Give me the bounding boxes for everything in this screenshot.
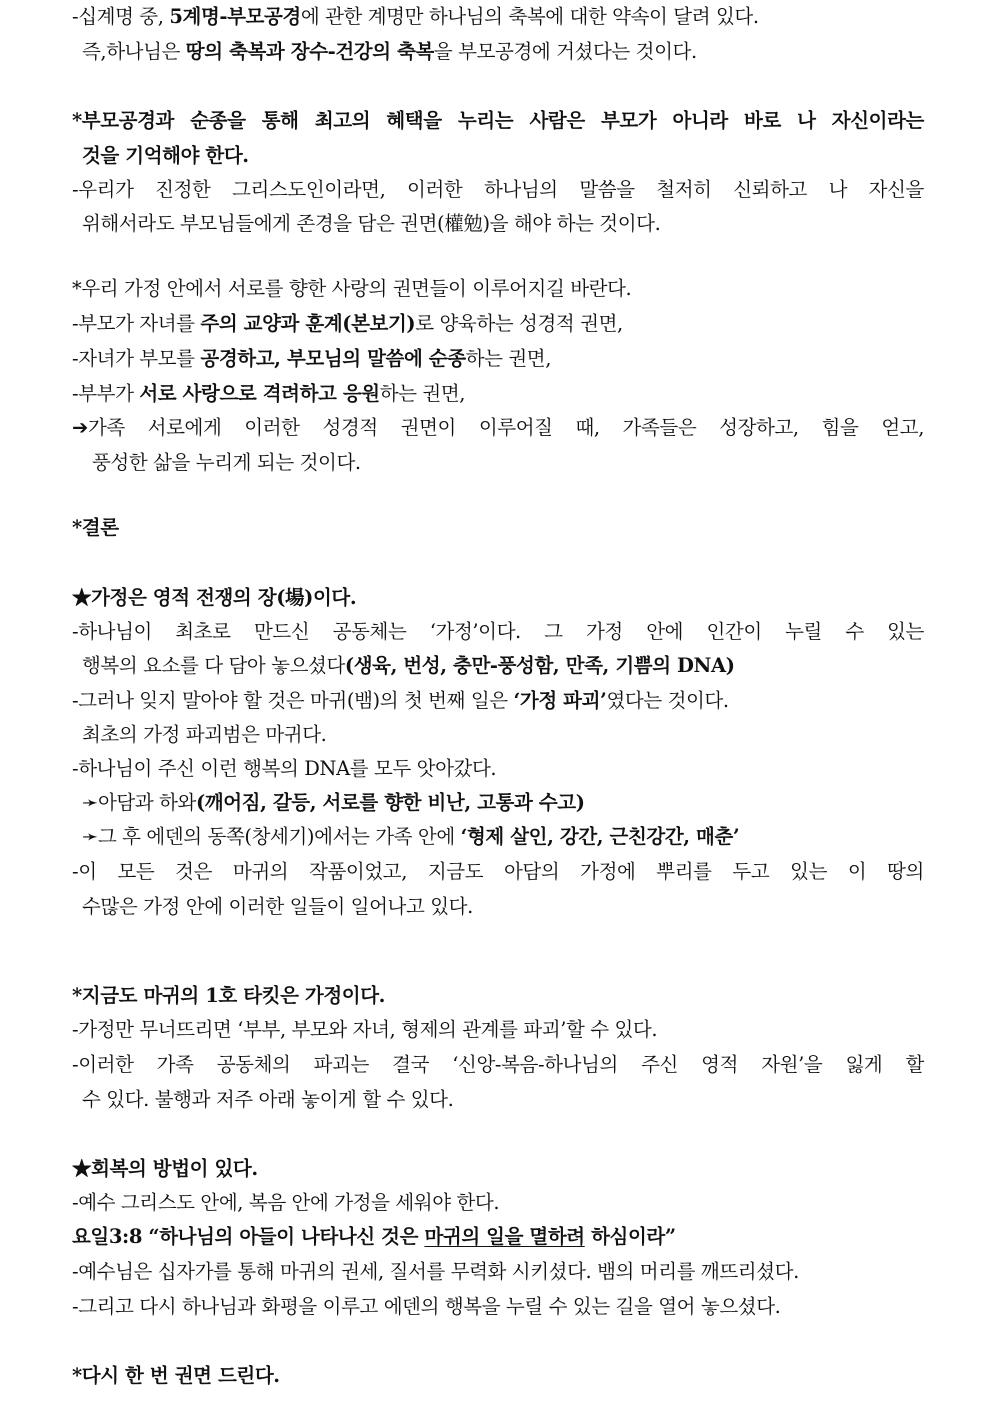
text-line [72,615,924,649]
text-line [72,786,924,820]
text-line [72,1255,924,1289]
text-line [72,649,924,683]
text-span: 위해서라도 부모님들에게 존경을 담은 권면(權勉)을 해야 하는 것이다. [82,212,661,235]
text-span: 였다는 것이다. [606,689,729,712]
text-span: ‘형제 살인, 강간, 근친강간, 매춘’ [460,825,740,848]
text-line [72,104,924,138]
text-line [72,1359,924,1393]
text-span: ‘가정 파괴’ [513,689,607,712]
text-line [72,820,924,854]
text-line [72,411,924,445]
text-span: -그러나 잊지 말아야 할 것은 마귀(뱀)의 첫 번째 일은 [72,689,514,712]
text-line [72,890,924,924]
text-span: (깨어짐, 갈등, 서로를 향한 비난, 고통과 수고) [195,791,585,814]
text-span: 서로 사랑으로 격려하고 응원 [139,382,380,405]
text-line [72,979,924,1013]
text-line [72,855,924,889]
text-line [72,684,924,718]
text-span: 땅의 축복과 장수-건강의 축복 [185,40,434,63]
text-span: 수많은 가정 안에 이러한 일들이 일어나고 있다. [82,895,473,918]
text-line [72,752,924,786]
text-span: *지금도 마귀의 1호 타킷은 가정이다. [72,984,386,1007]
text-line [72,581,924,615]
text-span: 공경하고, 부모님의 말씀에 순종 [200,347,466,370]
text-line [72,1220,924,1254]
text-span: -예수 그리스도 안에, 복음 안에 가정을 세워야 한다. [72,1191,500,1214]
text-line [72,207,924,241]
text-span: -우리가 진정한 그리스도인이라면, 이러한 하나님의 말씀을 철저히 신뢰하고 나 자신을 [72,178,924,201]
text-line [72,272,924,306]
text-line [72,1013,924,1047]
text-line [72,1186,924,1220]
text-span: 하심이라” [584,1225,676,1248]
text-span: -그리고 다시 하나님과 화평을 이루고 에덴의 행복을 누릴 수 있는 길을 열어 놓으셨다. [72,1295,781,1318]
text-span: -자녀가 부모를 [72,347,201,370]
text-span: 5계명-부모공경 [169,5,301,28]
text-span: ➛아담과 하와 [82,791,196,814]
text-span: -하나님이 주신 이런 행복의 DNA를 모두 앗아갔다. [72,757,497,780]
text-span: (생육, 번성, 충만-풍성함, 만족, 기쁨의 DNA) [344,654,735,677]
text-span: 요일3:8 “하나님의 아들이 나타나신 것은 [72,1225,425,1248]
text-line [72,1290,924,1324]
text-span: 최초의 가정 파괴범은 마귀다. [82,723,327,746]
text-line [72,1152,924,1186]
text-line [72,1048,924,1082]
text-span: -부부가 [72,382,140,405]
text-span: 행복의 요소를 다 담아 놓으셨다 [82,654,345,677]
text-span: 즉,하나님은 [82,40,186,63]
text-line [72,718,924,752]
text-span: 주의 교양과 훈계(본보기) [200,312,416,335]
text-span: 수 있다. 불행과 저주 아래 놓이게 할 수 있다. [82,1088,454,1111]
text-line [72,446,924,480]
text-line [72,139,924,173]
text-line [72,377,924,411]
text-span: -하나님이 최초로 만드신 공동체는 ‘가정’이다. 그 가정 안에 인간이 누릴 수 있는 [72,620,924,643]
text-span: -가정만 무너뜨리면 ‘부부, 부모와 자녀, 형제의 관계를 파괴’할 수 있다. [72,1018,658,1041]
text-line [72,342,924,376]
text-span: -부모가 자녀를 [72,312,201,335]
text-span: ➔가족 서로에게 이러한 성경적 권면이 이루어질 때, 가족들은 성장하고, 힘을 얻고, [72,416,924,439]
text-span: 하는 권면, [465,347,552,370]
text-line [72,0,924,34]
text-span: -십계명 중, [72,5,170,28]
text-span: *다시 한 번 권면 드린다. [72,1364,280,1387]
text-span: 것을 기억해야 한다. [82,144,249,167]
text-span: *결론 [72,516,119,539]
text-span: 을 부모공경에 거셨다는 것이다. [433,40,697,63]
text-span: -예수님은 십자가를 통해 마귀의 권세, 질서를 무력화 시키셨다. 뱀의 머리를 깨뜨리셨다. [72,1260,799,1283]
text-span: *우리 가정 안에서 서로를 향한 사랑의 권면들이 이루어지길 바란다. [72,277,632,300]
text-span: 마귀의 일을 멸하려 [424,1225,585,1248]
text-line [72,173,924,207]
text-span: 에 관한 계명만 하나님의 축복에 대한 약속이 달려 있다. [300,5,759,28]
text-line [72,35,924,69]
text-line [72,511,924,545]
text-span: 풍성한 삶을 누리게 되는 것이다. [92,451,361,474]
text-span: -이러한 가족 공동체의 파괴는 결국 ‘신앙-복음-하나님의 주신 영적 자원’을 잃게 할 [72,1053,924,1076]
text-span: 하는 권면, [379,382,466,405]
text-span: *부모공경과 순종을 통해 최고의 혜택을 누리는 사람은 부모가 아니라 바로 나 자신이라는 [72,109,924,132]
text-line [72,1083,924,1117]
text-span: 로 양육하는 성경적 권면, [415,312,623,335]
text-span: ➛그 후 에덴의 동쪽(창세기)에서는 가족 안에 [82,825,461,848]
text-span: -이 모든 것은 마귀의 작품이었고, 지금도 아담의 가정에 뿌리를 두고 있는 이 땅의 [72,860,924,883]
text-span: ★회복의 방법이 있다. [72,1157,258,1180]
text-line [72,307,924,341]
text-span: ★가정은 영적 전쟁의 장(場)이다. [72,586,357,609]
